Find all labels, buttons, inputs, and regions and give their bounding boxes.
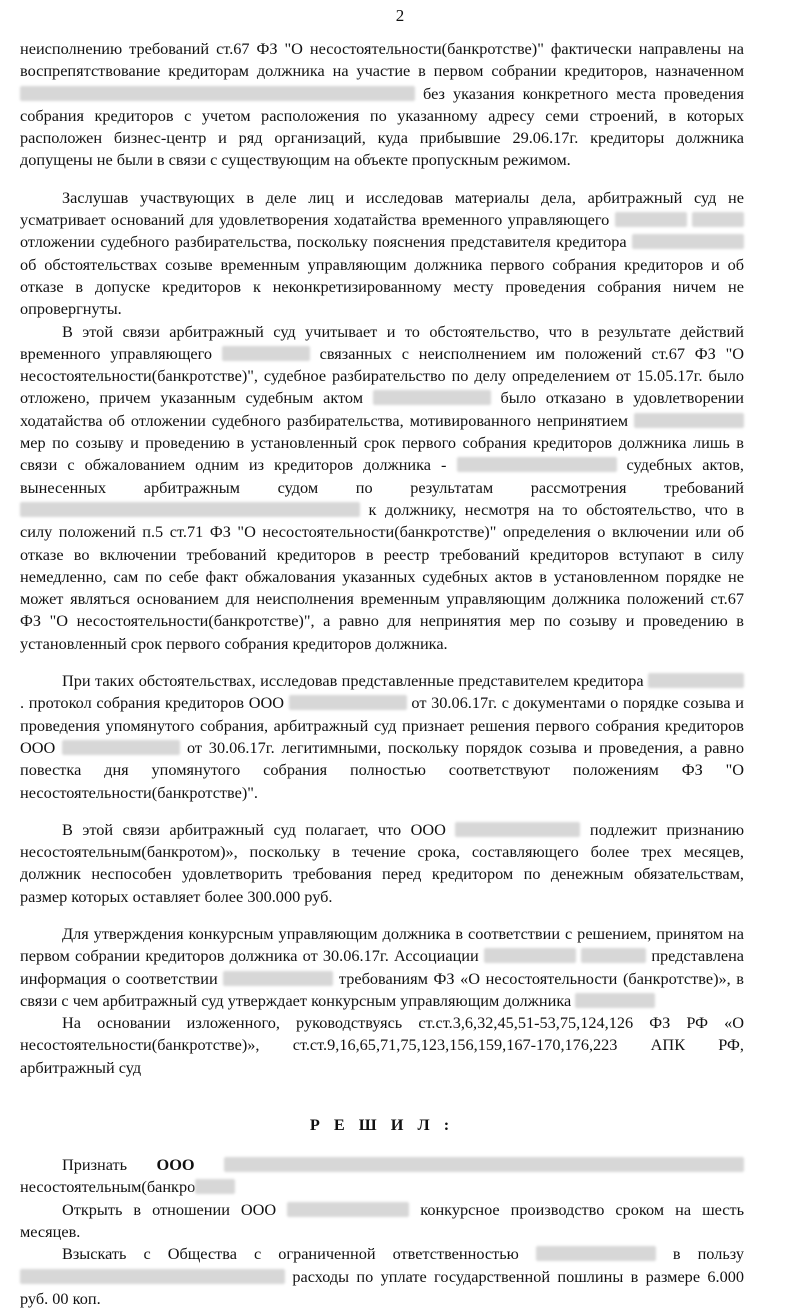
redacted-text	[20, 502, 360, 517]
paragraph-4	[20, 670, 744, 804]
text-fragment: без указания конкретного места проведения собрания кредиторов с учетом расположения по указанному адресу семи строений, в которых расположен бизнес-центр и ряд организаций, куда прибывшие 29.06.17г. кредиторы должника допущены не были в связи с существующим на объекте пропускным режимом.	[20, 83, 744, 170]
text-fragment: мер по созыву и проведению в установленный срок первого собрания кредиторов должника лишь в связи с обжалованием одним из кредиторов должника -	[20, 433, 744, 475]
text-fragment: подлежит признанию несостоятельным(банкротом)», поскольку в течение срока, составляющего более трех месяцев, должник неспособен удовлетворить требования перед кредитором по денежным обязательствам, размер которых оставляет более 300.000 руб.	[20, 819, 744, 906]
org-type-label: ООО	[156, 1155, 195, 1175]
text-fragment: к должнику, несмотря на то обстоятельство, что в силу положений п.5 ст.71 ФЗ "О несостоятельности(банкротстве)" определения о включении или об отказе во включении требований кредиторов в реестр требований кредиторов вступают в силу немедленно, сам по себе факт обжалования указанных судебных актов в установленном порядке не может являться основанием для неисполнения временным управляющим должника положений ст.67 ФЗ "О несостоятельности(банкротстве)", а равно для непринятия мер по созыву и проведению в установленный срок первого собрания кредиторов должника.	[20, 499, 745, 653]
text-fragment: конкурсное производство сроком на шесть месяцев.	[20, 1199, 745, 1241]
decision-item-3	[20, 1243, 744, 1310]
redacted-text	[634, 413, 744, 428]
redacted-text	[373, 390, 491, 405]
redacted-text	[692, 212, 744, 227]
redacted-text	[62, 740, 180, 755]
redacted-text	[20, 1269, 285, 1284]
decision-heading: Р Е Ш И Л :	[309, 1115, 455, 1135]
redacted-text	[632, 234, 744, 249]
text-fragment: В этой связи арбитражный суд полагает, что ООО	[62, 819, 446, 839]
paragraph-2	[20, 187, 744, 321]
redacted-text	[223, 971, 333, 986]
text-fragment: от 30.06.17г. с документами о порядке созыва и проведения упомянутого собрания, арбитражный суд признает решения первого собрания кредиторов ООО	[20, 693, 744, 757]
redacted-text	[20, 86, 415, 101]
text-fragment: отложении судебного разбирательства, поскольку пояснения представителя кредитора	[20, 232, 627, 252]
text-fragment: В этой связи арбитражный суд учитывает и то обстоятельство, что в результате действий временного управляющего	[20, 321, 744, 363]
redacted-text	[575, 993, 655, 1008]
paragraph-3	[20, 321, 744, 655]
text-fragment: связанных с неисполнением им положений ст.67 ФЗ "О несостоятельности(банкротстве)", судебное разбирательство по делу определением от 15.05.17г. было отложено, причем указанным судебным актом	[20, 343, 745, 408]
text-fragment: представлена информация о соответствии	[20, 946, 745, 988]
redacted-text	[648, 673, 744, 688]
text-fragment: в пользу	[672, 1244, 745, 1264]
text-fragment: об обстоятельствах созыве временным управляющим должника первого собрания кредиторов и об отказе в допуске кредиторов к неконкретизированному месту проведения собрания ничем не опровергнуты.	[20, 254, 744, 319]
paragraph-5	[20, 819, 744, 908]
paragraph-1	[20, 38, 744, 172]
decision-item-2	[20, 1199, 744, 1244]
paragraph-7: На основании изложенного, руководствуясь ст.ст.3,6,32,45,51-53,75,124,126 ФЗ РФ «О несостоятельности(банкротстве)», ст.ст.9,16,65,71,75,123,156,159,167-170,176,223 АПК РФ, арбитражный суд	[20, 1013, 744, 1077]
decision-item-1	[20, 1154, 744, 1199]
text-fragment: неисполнению требований ст.67 ФЗ "О несостоятельности(банкротстве)" фактически направлены на воспрепятствование кредиторам должника на участие в первом собрании кредиторов, назначенном	[20, 39, 744, 81]
text-fragment: было отказано в удовлетворении ходатайства об отложении судебного разбирательства, мотивированного непринятием	[20, 388, 745, 430]
text-fragment: от 30.06.17г. легитимными, поскольку порядок созыва и проведения, а равно повестка дня упомянутого собрания полностью соответствуют положениям ФЗ "О несостоятельности(банкротстве)".	[20, 737, 744, 802]
redacted-text	[581, 948, 646, 963]
document-body	[20, 38, 744, 1310]
redacted-text	[455, 822, 580, 837]
text-fragment: . протокол собрания кредиторов ООО	[20, 693, 285, 713]
page-number: 2	[395, 6, 405, 25]
redacted-text	[484, 948, 576, 963]
text-fragment: Для утверждения конкурсным управляющим должника в соответствии с решением, принятом на первом собрании кредиторов должника от 30.06.17г. Ассоциации	[20, 923, 744, 966]
text-fragment: Взыскать с Общества с ограниченной ответственностью	[62, 1244, 519, 1264]
redacted-text	[195, 1179, 235, 1194]
redacted-text	[536, 1246, 656, 1261]
redacted-text	[615, 212, 687, 227]
redacted-text	[287, 1202, 409, 1217]
text-fragment: судебных актов, вынесенных арбитражным судом по результатам рассмотрения требований	[20, 455, 745, 497]
text-fragment: При таких обстоятельствах, исследовав представленные представителем кредитора	[62, 671, 644, 691]
redacted-text	[457, 457, 617, 472]
text-fragment: несостоятельным(банкро	[20, 1177, 196, 1197]
text-fragment: расходы по уплате государственной пошлины в размере 6.000 руб. 00 коп.	[20, 1266, 745, 1308]
redacted-text	[289, 695, 407, 710]
redacted-text	[222, 346, 310, 361]
paragraph-6	[20, 923, 744, 1012]
text-fragment: Признать	[62, 1155, 128, 1175]
redacted-text	[224, 1157, 744, 1172]
text-fragment: Открыть в отношении ООО	[62, 1199, 277, 1219]
text-fragment: требованиям ФЗ «О несостоятельности (банкротстве)», в связи с чем арбитражный суд утверждает конкурсным управляющим должника	[20, 968, 744, 1010]
text-fragment: Заслушав участвующих в деле лиц и исследовав материалы дела, арбитражный суд не усматривает оснований для удовлетворения ходатайства временного управляющего	[20, 187, 744, 230]
